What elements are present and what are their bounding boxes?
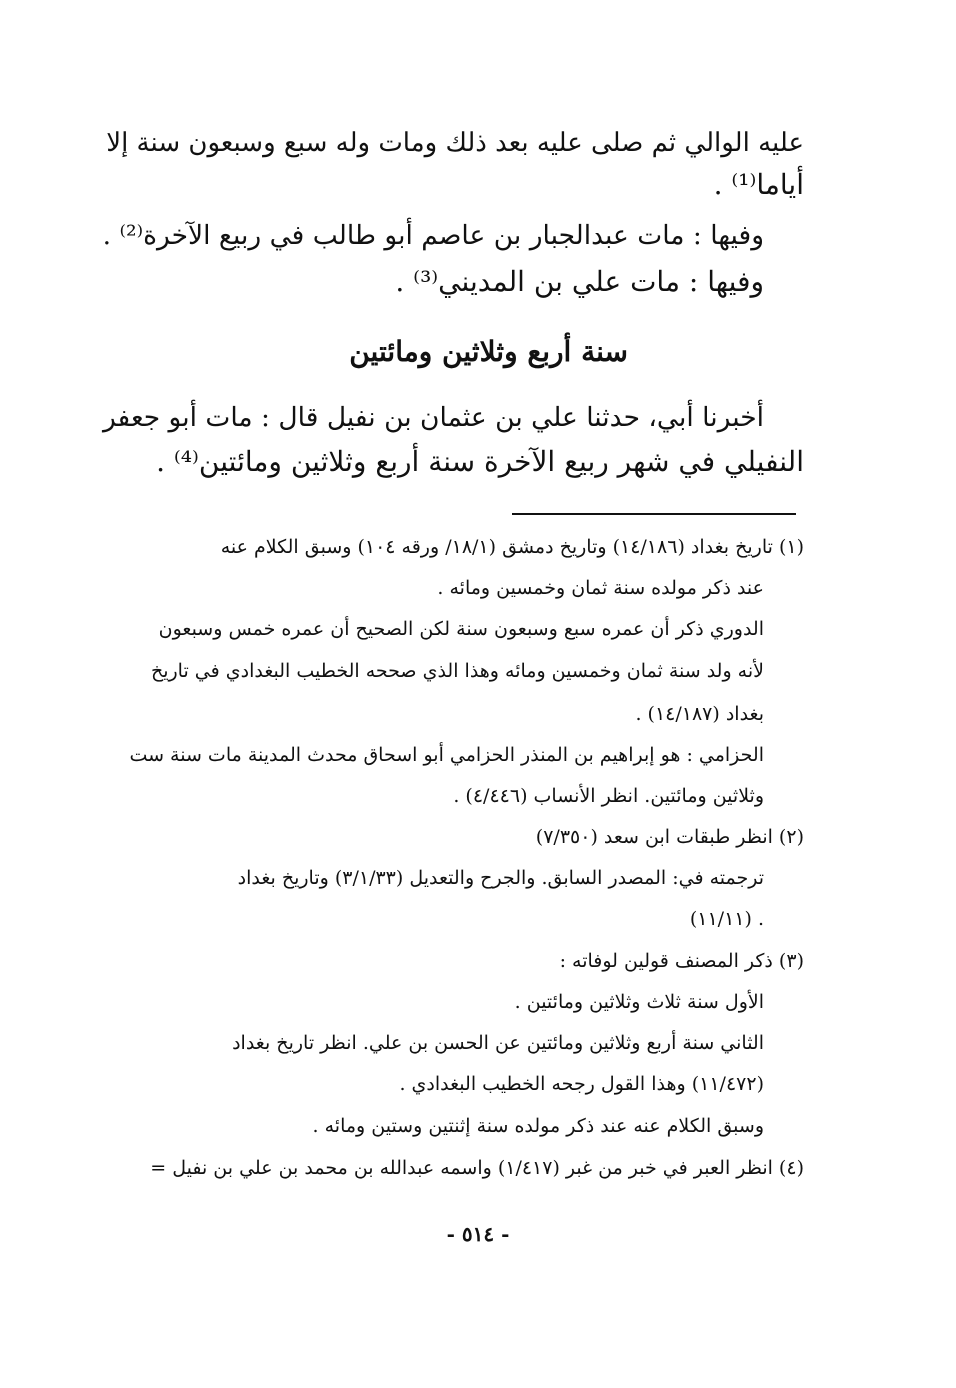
footnote-line: وثلاثين ومائتين. انظر الأنساب (٤/٤٤٦) . [453, 785, 764, 807]
footnote-line: (١) تاريخ بغداد (١٤/١٨٦) وتاريخ دمشق (١٨/١/ ورقه ١٠٤) وسبق الكلام عنه [220, 536, 804, 558]
section-heading: سنة أربع وثلاثين ومائتين [349, 335, 628, 368]
footnote-line: الدوري ذكر أن عمره سبع وسبعون سنة لكن الصحيح أن عمره خمس وسبعون [158, 618, 764, 640]
footnote-line: ترجمته في: المصدر السابق. والجرح والتعديل (٣/١/٣٣) وتاريخ بغداد [237, 867, 764, 889]
page-number: - ٥١٤ - [446, 1222, 510, 1246]
footnote-line: (٣) ذكر المصنف قولين لوفاته : [559, 950, 804, 972]
footnote-line: الثاني سنة أربع وثلاثين ومائتين عن الحسن بن علي. انظر تاريخ بغداد [232, 1032, 764, 1054]
main-text-line: وفيها : مات عبدالجبار بن عاصم أبو طالب في ربيع الآخرة⁽²⁾ . [102, 220, 764, 251]
main-text-line: النفيلي في شهر ربيع الآخرة سنة أربع وثلاثين ومائتين⁽⁴⁾ . [156, 445, 804, 478]
footnote-line: (٤) انظر العبر في خبر من غبر (١/٤١٧) واسمه عبدالله بن محمد بن علي بن نفيل = [150, 1157, 804, 1179]
footnote-separator [512, 513, 796, 515]
main-text-line: عليه الوالي ثم صلى عليه بعد ذلك ومات وله سبع وسبعون سنة إلا [106, 128, 804, 158]
footnote-line: بغداد (١٤/١٨٧) . [635, 703, 764, 725]
footnote-line: لأنه ولد سنة ثمان وخمسين ومائه وهذا الذي صححه الخطيب البغدادي في تاريخ [150, 660, 764, 682]
footnote-line: (١١/١١) . [689, 908, 764, 930]
main-text-line: أياما⁽¹⁾ . [713, 168, 804, 201]
footnote-line: (٢) انظر طبقات ابن سعد (٧/٣٥٠) [535, 826, 804, 848]
main-text-line: أخبرنا أبي، حدثنا علي بن عثمان بن نفيل قال : مات أبو جعفر [102, 402, 764, 433]
main-text-line: وفيها : مات علي بن المديني⁽³⁾ . [395, 265, 764, 298]
footnote-line: الأول سنة ثلاث وثلاثين ومائتين . [514, 991, 764, 1013]
footnote-line: عند ذكر مولده سنة ثمان وخمسين ومائه . [437, 577, 764, 599]
footnote-line: وسبق الكلام عنه عند ذكر مولده سنة إثنتين وستين ومائه . [312, 1115, 764, 1137]
footnote-line: الحزامي : هو إبراهيم بن المنذر الحزامي أبو اسحاق محدث المدينة مات سنة ست [129, 744, 764, 766]
footnote-line: (١١/٤٧٢) وهذا القول رجحه الخطيب البغدادي . [399, 1073, 764, 1095]
